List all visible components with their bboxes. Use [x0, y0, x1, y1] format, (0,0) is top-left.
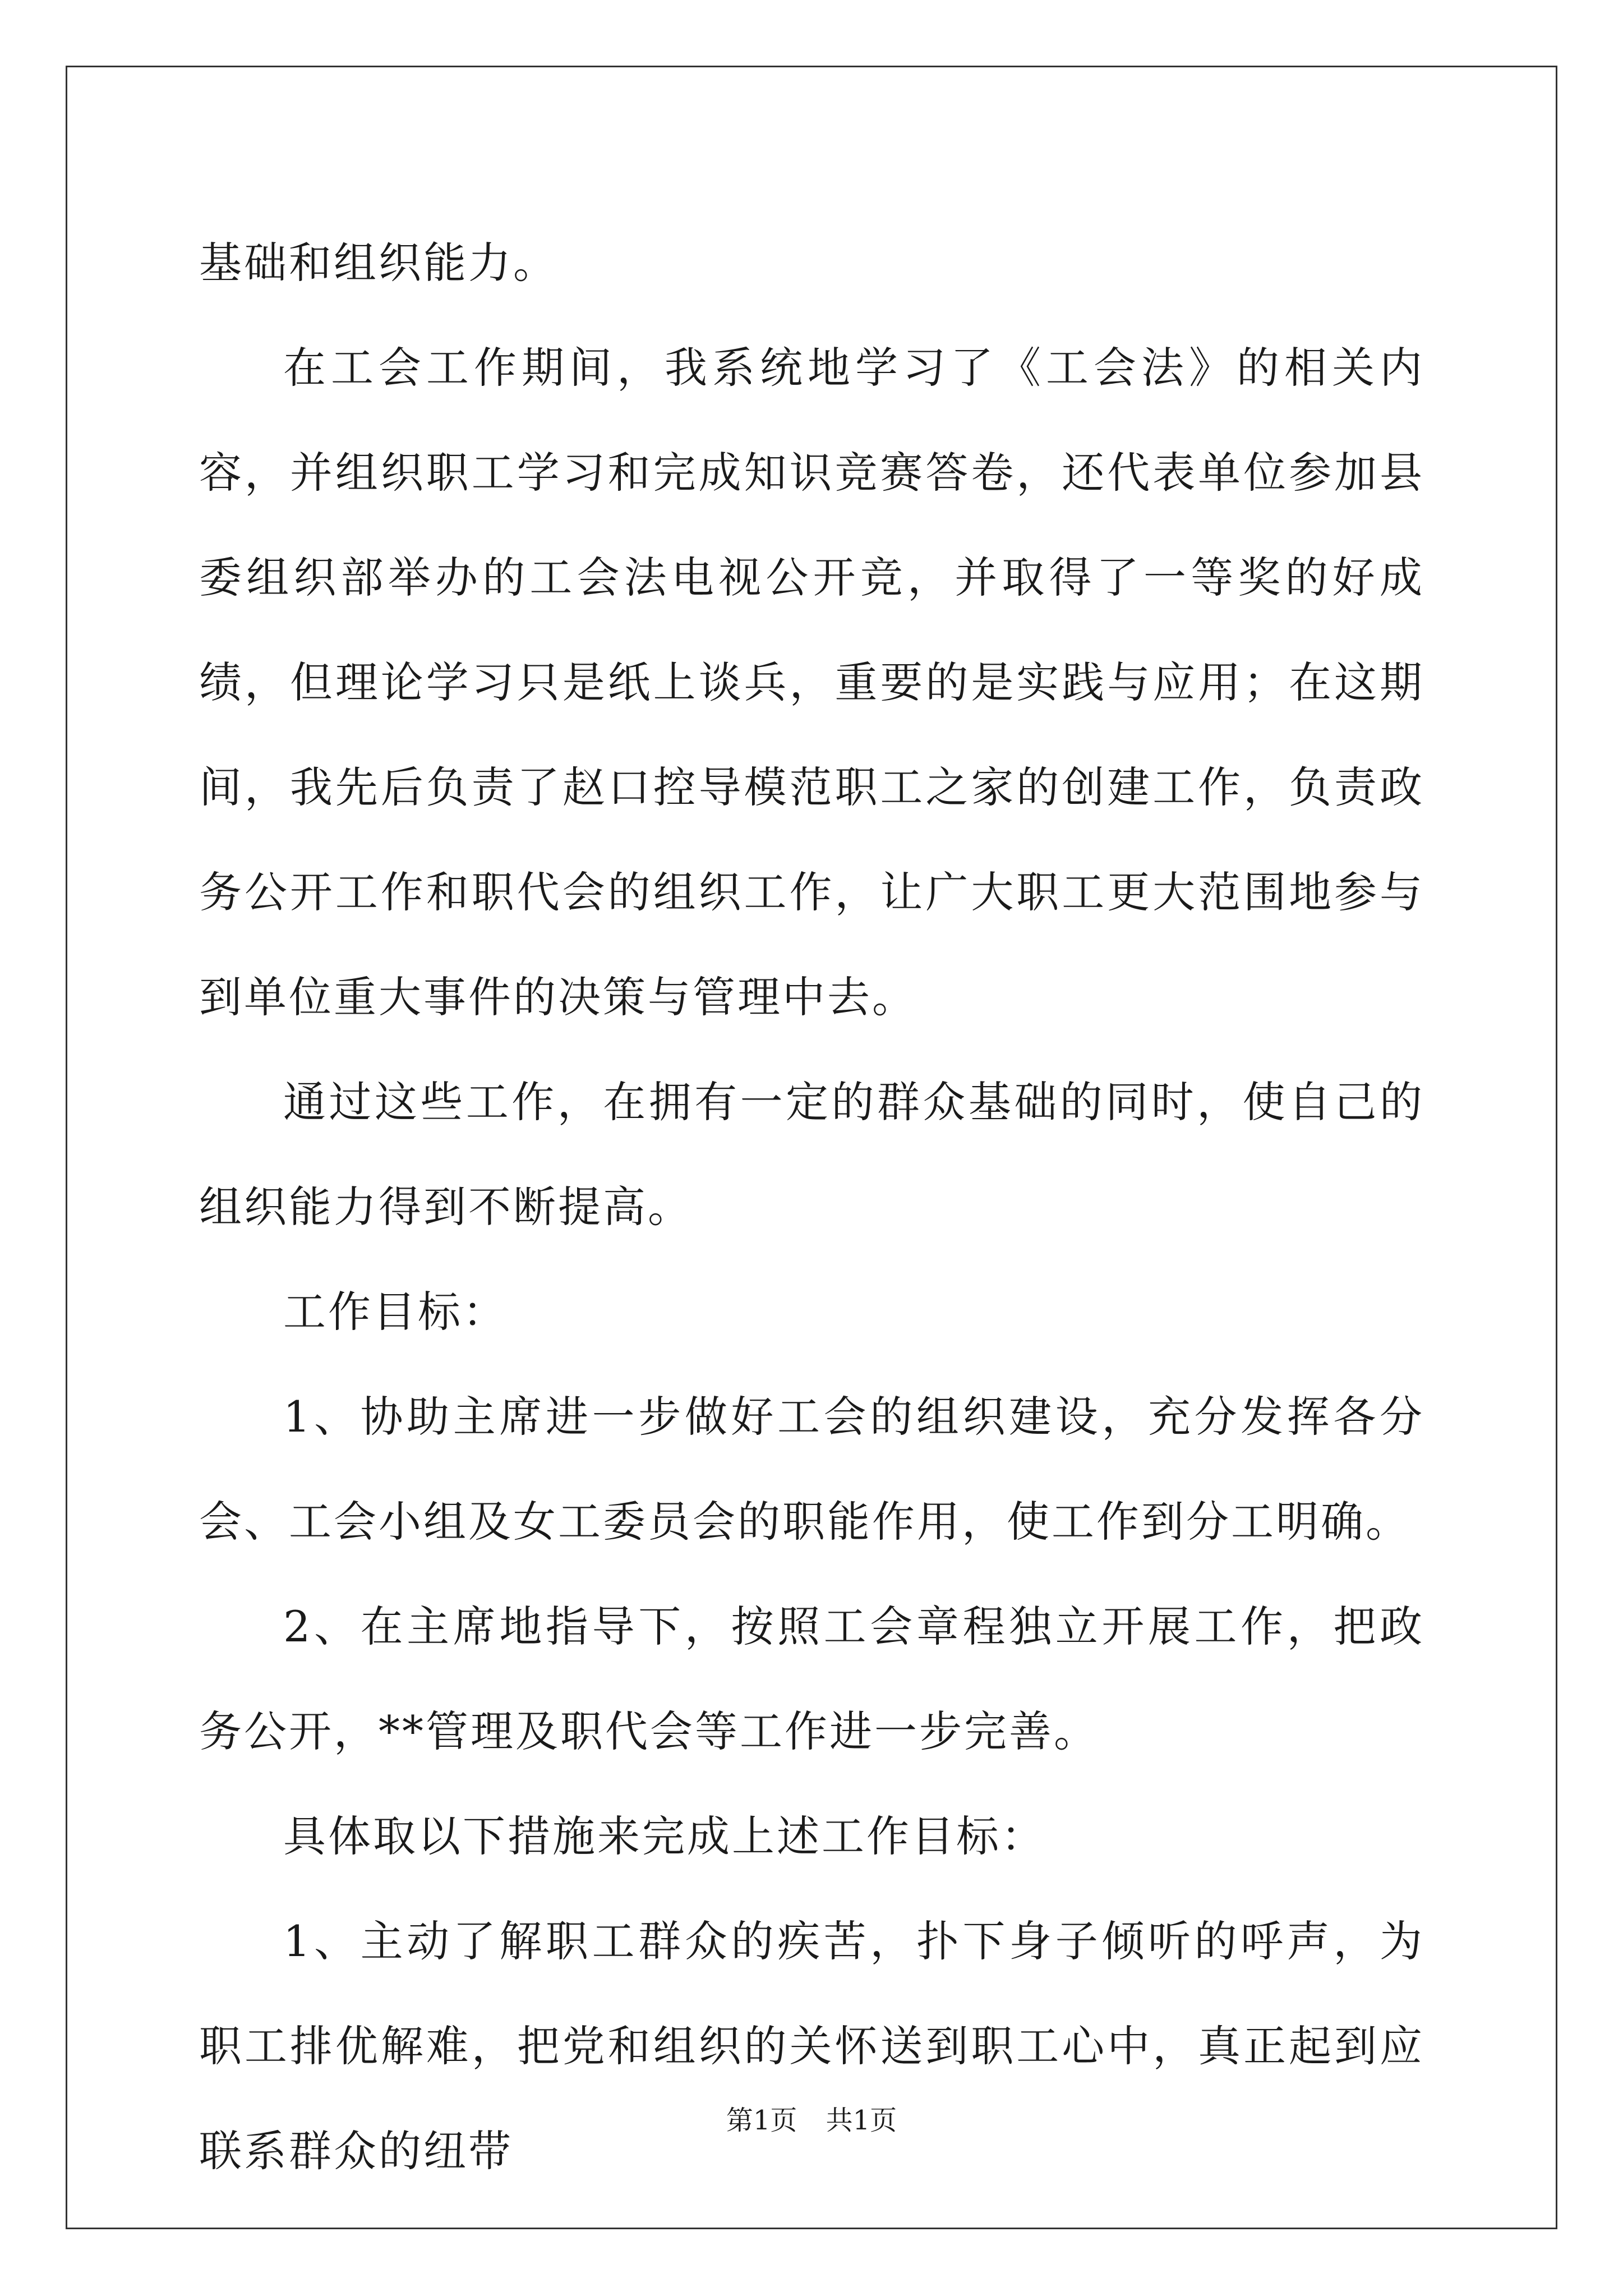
paragraph-2: 在工会工作期间，我系统地学习了《工会法》的相关内容，并组织职工学习和完成知识竞赛答卷，还代表单位参加县委组织部举办的工会法电视公开竞，并取得了一等奖的好成绩，但理论学习只是纸上谈兵，重要的是实践与应用；在这期间，我先后负责了赵口控导模范职工之家的创建工作，负责政务公开工作和职代会的组织工作，让广大职工更大范围地参与到单位重大事件的决策与管理中去。 [199, 343, 1424, 1022]
paragraph-3: 通过这些工作，在拥有一定的群众基础的同时，使自己的组织能力得到不断提高。 [199, 1077, 1424, 1232]
paragraph-7: 具体取以下措施来完成上述工作目标： [283, 1811, 1046, 1861]
paragraph-4: 工作目标： [283, 1287, 508, 1337]
paragraph-6: 2、在主席地指导下，按照工会章程独立开展工作，把政务公开，**管理及职代会等工作进一步完善。 [199, 1602, 1424, 1756]
page-number: 第1页 [726, 2105, 797, 2136]
paragraph-5: 1、协助主席进一步做好工会的组织建设，充分发挥各分会、工会小组及女工委员会的职能作用，使工作到分工明确。 [199, 1392, 1424, 1547]
total-pages: 共1页 [826, 2105, 897, 2136]
paragraph-1: 基础和组织能力。 [199, 238, 558, 288]
document-body [199, 210, 1424, 2203]
paragraph-8: 1、主动了解职工群众的疾苦，扑下身子倾听的呼声，为职工排优解难，把党和组织的关怀送到职工心中，真正起到应联系群众的纽带 [199, 1916, 1424, 2176]
page-footer [0, 2104, 1623, 2137]
